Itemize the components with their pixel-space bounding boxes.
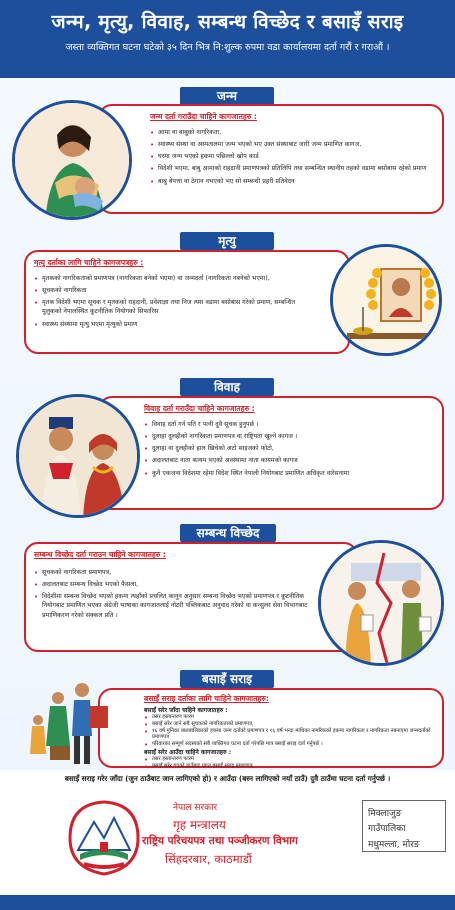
ministry-label: गृह मन्त्रालय (173, 818, 226, 832)
migration-in-heading: बसाइँ सरेर आउँदा चाहिने कागजातहरु : (144, 748, 232, 756)
migration-in-item: • बसाइँ सरेर गएको ठाउँबाट प्राप्त बसाइँ सराइ प्रमाणपत्र (144, 763, 436, 770)
death-heading: मृत्यु दर्ताका लागि चाहिने कागजपत्रहरु : (34, 258, 144, 267)
wedding-couple-illustration (16, 394, 140, 518)
separating-couple-illustration (318, 540, 444, 666)
birth-item: • घरमा जन्म भएको हकमा पछिल्लो खोप कार्ड (150, 152, 434, 161)
death-panel (24, 250, 350, 354)
header-banner (0, 0, 455, 78)
migration-section-title: बसाइँ सराइ (180, 670, 274, 688)
nepal-emblem-logo (62, 798, 146, 878)
death-item: • सूचकको नागरिकता (34, 286, 308, 295)
migration-out-item: • तसर हस्तान्तरण फारम (144, 714, 436, 721)
marriage-item: • दुलाहा वा दुलहीको हाल खिचेको अटो साइजको फोटो, (144, 444, 434, 453)
divorce-item: • विदेशीमा सम्बन्ध विच्छेद भएको हकमा त्यहाँको प्रचलित कानुन अनुसार सम्बन्ध विच्छेद भएको प्रमाणपत्र र कूटनीतिक नियोगबाट प्रमाणित भएका अंग्रेजी भाषाका कागजातलाई नोटरी पब्लिकबाट अनुवाद गरेको वा कन्सुलर सेवा विभागबाट प्रमाणिकरण गरेको सक्कल प्रति । (34, 592, 312, 619)
death-item: • स्वास्थ्य संस्थामा मृत्यु भएमा मृत्युको प्रमाण (34, 320, 308, 329)
local-office-name: मिक्लाजुङ गाउँपालिका (368, 809, 406, 835)
footer (0, 790, 455, 910)
divorce-panel (24, 542, 358, 652)
mother-baby-illustration (12, 100, 132, 220)
birth-panel (98, 104, 444, 214)
migration-out-item: • बसाइँ सरेर जाने सबै सूचकको नागरिकताको प्रमाणपत्र, (144, 721, 436, 728)
bottom-band (0, 895, 455, 910)
marriage-panel (98, 396, 444, 510)
migration-out-heading: बसाइँ सरेर जाँदा चाहिने कागजातहरु : (144, 707, 228, 714)
death-item: • मृतक विदेशी भएमा सूचक र मृतकको राहदानी, प्रवेशाज्ञा तथा निज त्यस वडामा बसोबास गरेको प्रमाण, सम्बन्धित मुलुकको नेपालस्थित कूटनीतिक नियोगको सिफारिस (34, 298, 308, 316)
migration-out-item: • परिवारका सम्पूर्ण सदस्यको सबै व्यक्तिगत घटना दर्ता गरेपछि मात्र बसाइँ सराइ दर्ता गर्नुपर्छ । (144, 741, 436, 748)
gov-label: नेपाल सरकार (173, 803, 218, 813)
migration-out-item: • १६ वर्ष मुनिका बालबालिकाको हकमा जन्म दर्ताको प्रमाणपत्र र १६ वर्ष भन्दा माथिका नागरिकको हकमा नागरिकता र नागरिकता नबनाएमा जन्मदर्ताको प्रमाणपत्र (144, 728, 436, 742)
poster-title: जन्म, मृत्यु, विवाह, सम्बन्ध विच्छेद र बसाइँ सराइ (51, 11, 404, 33)
divorce-item: • अदालतबाट सम्बन्ध विच्छेद भएको फैसला, (34, 580, 312, 589)
death-item: • मृतकको नागरिकताको प्रमाणपत्र (नागरिकता बनेको भएमा) वा जन्मदर्ता (नागरिकता नबनेको भएमा), (34, 274, 308, 283)
birth-item: • बाबु बेपत्ता वा ठेगान नभएको भए सो सम्बन्धी प्रहरी प्रतिवेदन (150, 177, 434, 186)
family-moving-illustration (20, 676, 120, 770)
divorce-heading: सम्बन्ध विच्छेद दर्ता गराउन चाहिने कागजातहरु : (34, 550, 166, 559)
address-label: सिंहदरबार, काठमाडौं (165, 852, 252, 866)
birth-heading: जन्म दर्ता गराउँदा चाहिने कागजातहरु : (150, 112, 257, 121)
local-office-box (362, 800, 446, 852)
marriage-item: • दुलाहा दुलहीको नागरिकता प्रमाणपत्र वा राष्ट्रियता खुल्ने कागज । (144, 432, 434, 441)
divorce-item: • सूचकको नागरिकता प्रमाणपत्र, (34, 568, 312, 577)
local-office-address: मधुमल्ला, मोरङ (368, 839, 420, 850)
marriage-section-title: विवाह (180, 378, 274, 396)
migration-in-item: • तसर हस्तान्तरण फारम (144, 756, 436, 763)
marriage-item: • कुनै एकजना विदेशमा रहेमा विदेश स्थित नेपाली नियोगबाट प्रमाणित अधिकृत वारेसनामा (144, 469, 434, 478)
death-section-title: मृत्यु (180, 232, 274, 250)
migration-footer-note: बसाइँ सराइ गरेर जाँदा (जुन ठाउँबाट जान लागिएको हो) र आउँदा (बस्न लागिएको नयाँ ठाउँ) दुवै ठाउँमा घटना दर्ता गर्नुपर्छ । (64, 774, 391, 783)
department-label: राष्ट्रिय परिचयपत्र तथा पञ्जीकरण विभाग (142, 835, 298, 847)
birth-item: • विदेशी भएमा, बाबु आमाको राहदानी प्रमाणपत्रको प्रतिलिपि तथा सम्बन्धित स्थानीय तहको वडामा बसोबास रहेको प्रमाण (150, 164, 434, 173)
birth-item: • स्वास्थ्य संस्था वा अस्पतालमा जन्म भएको भए उक्त संस्थाबाट जारी जन्म प्रमाणित कागज, (150, 140, 434, 149)
poster-subtitle: जस्ता व्यक्तिगत घटना घटेको ३५ दिन भित्र नि:शुल्क रुपमा वडा कार्यालयमा दर्ता गरौं र गराऔं । (65, 42, 390, 53)
birth-section-title: जन्म (180, 87, 274, 105)
migration-heading: बसाइँ सराइ दर्ताका लागि चाहिने कागजातहरु: (144, 694, 269, 703)
birth-item: • आमा वा बाबुको नागरिकता, (150, 128, 434, 137)
marriage-heading: विवाह दर्ता गराउँदा चाहिने कागजातहरु : (144, 404, 255, 413)
marriage-item: • अदालतबाट नाता कायम भएको अवस्थामा नाता कायमको कागज (144, 456, 434, 465)
divorce-section-title: सम्बन्ध विच्छेद (180, 524, 276, 542)
migration-panel (98, 688, 444, 768)
marriage-item: • विवाह दर्ता गर्न पति र पत्नी दुवै सूचक हुनुपर्छ । (144, 420, 434, 429)
memorial-illustration (330, 244, 442, 356)
